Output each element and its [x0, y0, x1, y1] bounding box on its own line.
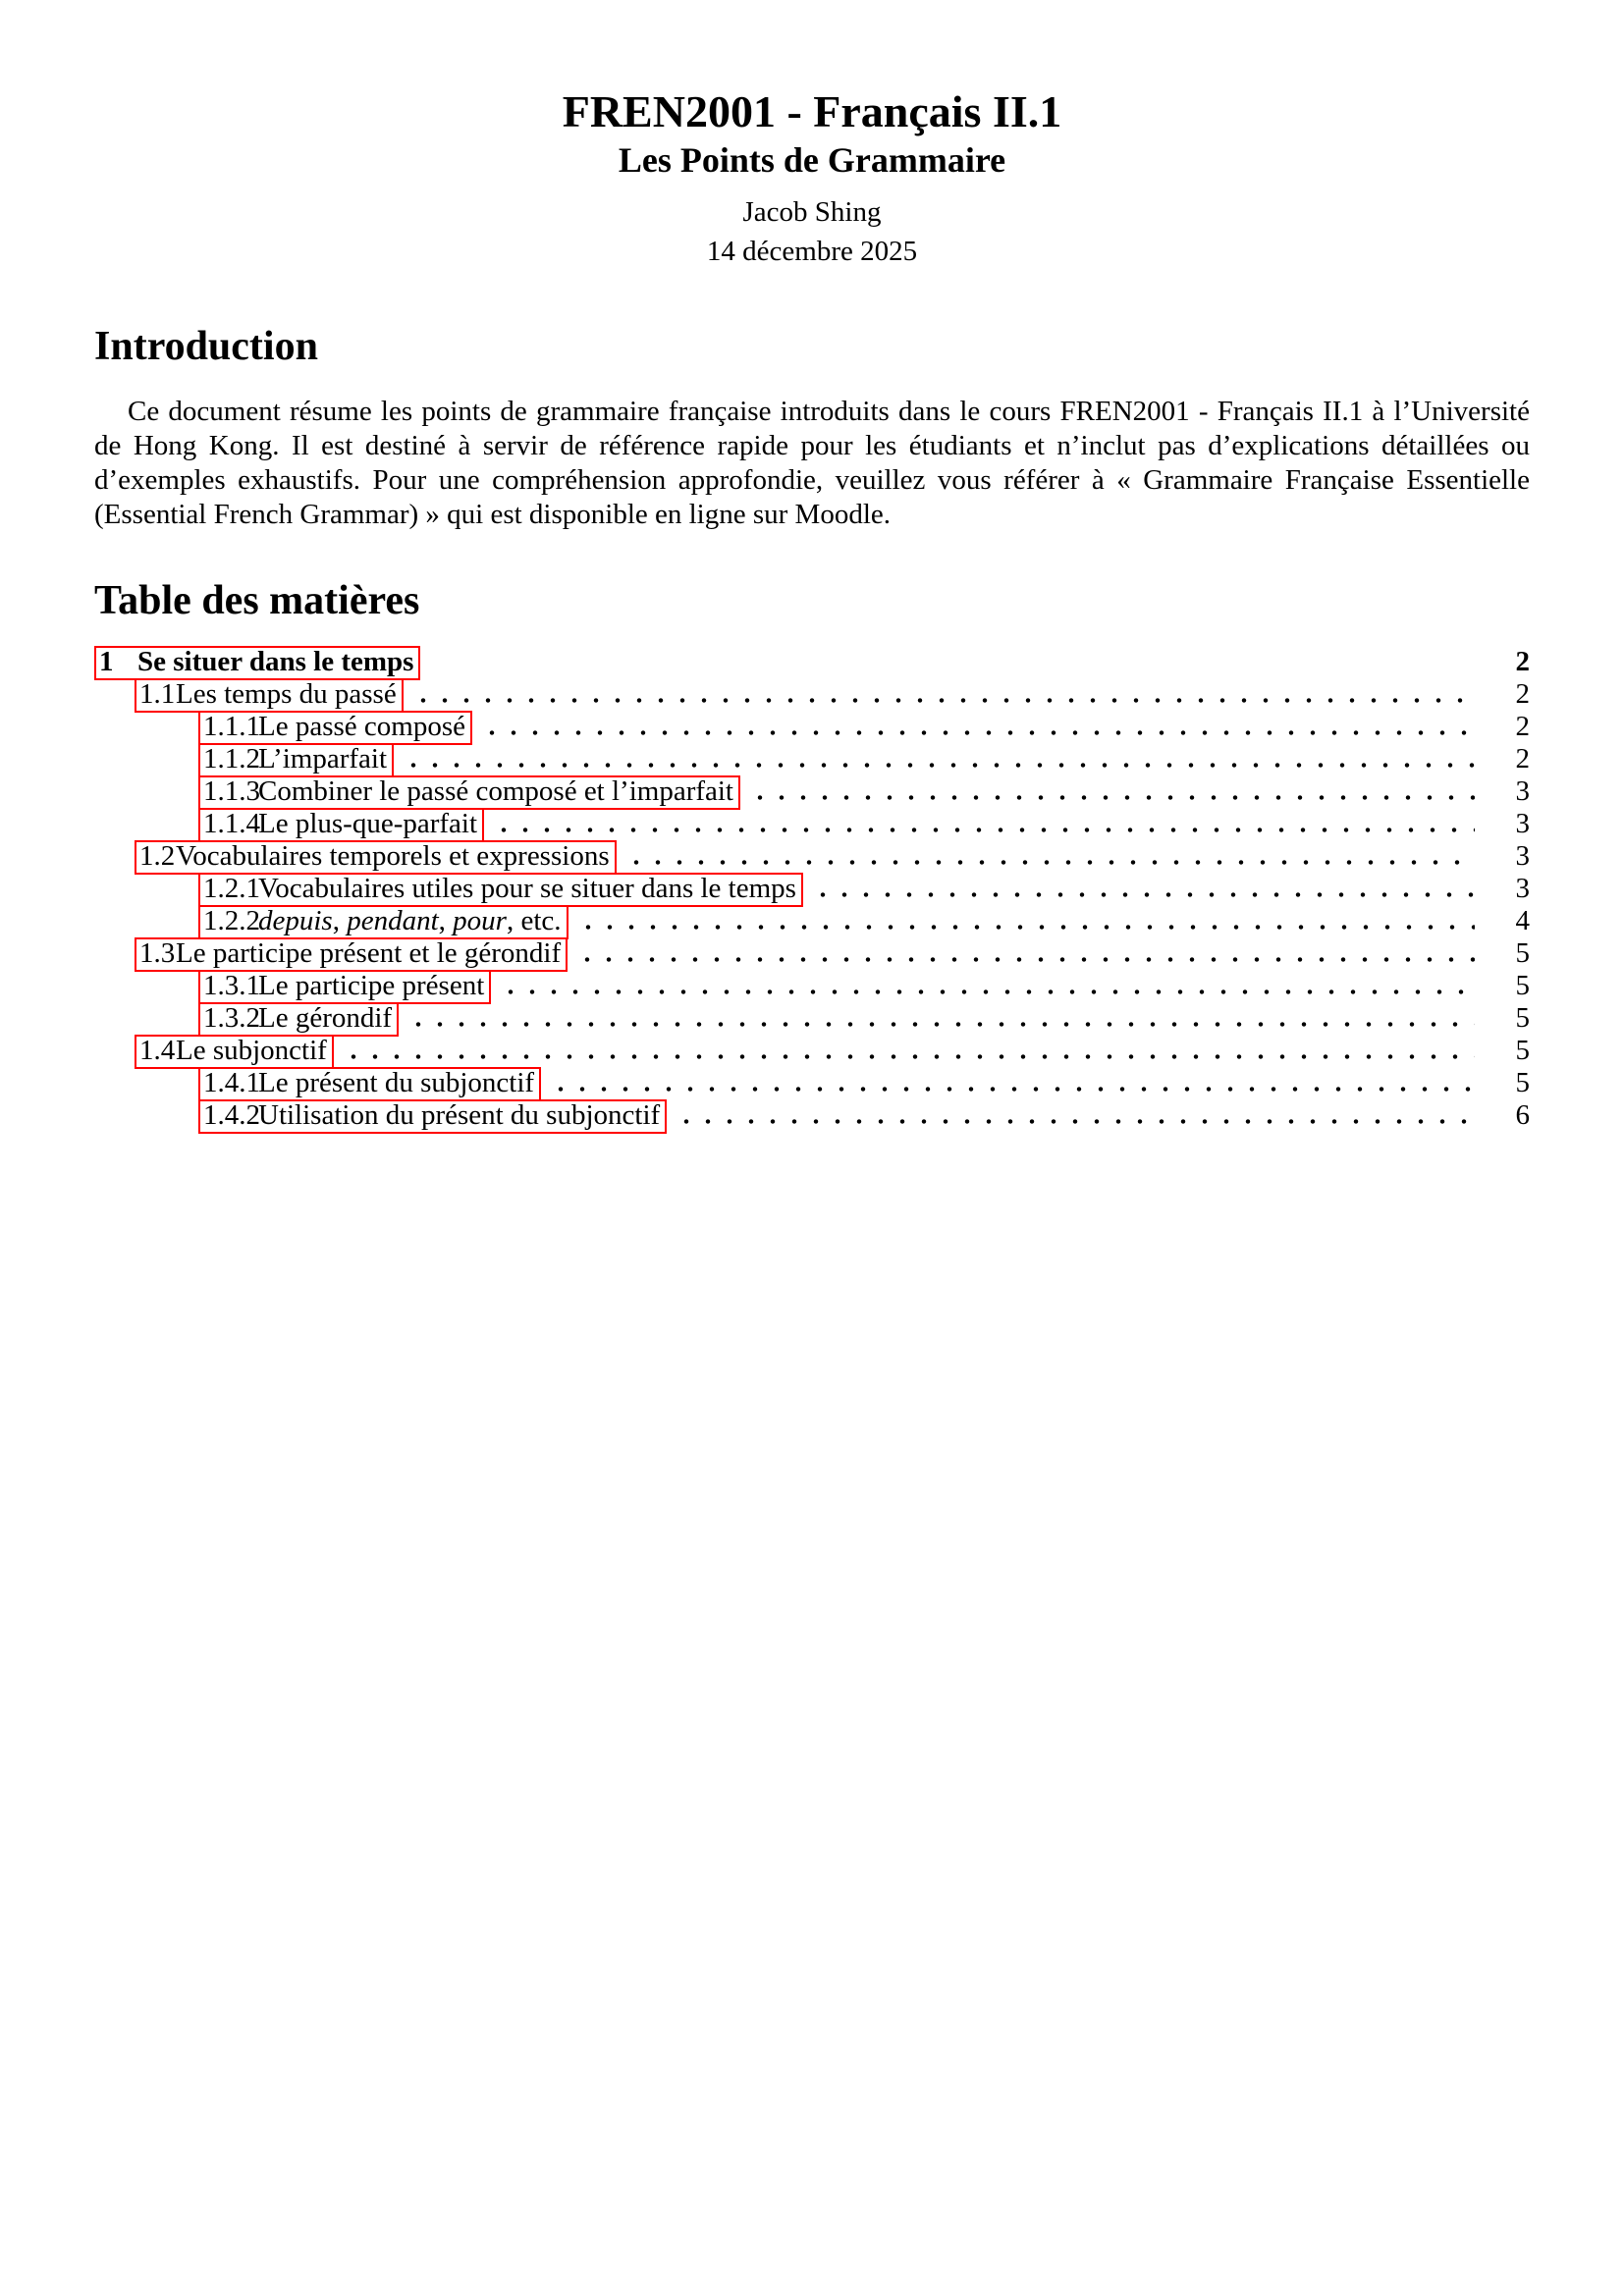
toc-entry	[94, 646, 1530, 678]
document-date: 14 décembre 2025	[706, 235, 918, 267]
toc-dot-leader	[676, 1119, 1475, 1124]
table-of-contents	[94, 646, 1530, 1132]
toc-entry-number: 1.1.4	[203, 808, 260, 840]
toc-entry-link[interactable]	[198, 1067, 541, 1101]
toc-dot-leader	[429, 666, 1475, 670]
toc-entry	[94, 873, 1530, 905]
toc-entry-link[interactable]	[198, 905, 568, 939]
toc-entry	[94, 905, 1530, 937]
toc-entry	[94, 1099, 1530, 1132]
toc-page-number: 6	[1515, 1099, 1530, 1132]
toc-page-number: 3	[1515, 840, 1530, 873]
toc-page-number: 5	[1515, 1035, 1530, 1067]
toc-dot-leader	[625, 860, 1475, 865]
toc-entry-number: 1.2	[139, 840, 176, 873]
toc-entry-number: 1.4.1	[203, 1067, 260, 1099]
toc-entry-number: 1.3	[139, 937, 176, 970]
toc-entry-number: 1.4.2	[203, 1099, 260, 1132]
toc-page-number: 5	[1515, 1067, 1530, 1099]
toc-entry-title: Se situer dans le temps	[137, 646, 414, 678]
toc-entry-title: Les temps du passé	[176, 678, 397, 711]
toc-dot-leader	[407, 1022, 1475, 1027]
toc-dot-leader	[481, 730, 1475, 735]
toc-dot-leader	[576, 957, 1475, 962]
toc-entry-link[interactable]	[198, 1099, 667, 1134]
toc-dot-leader	[343, 1054, 1475, 1059]
toc-entry	[94, 743, 1530, 775]
toc-entry-number: 1.3.1	[203, 970, 260, 1002]
toc-entry-title: L’imparfait	[258, 743, 387, 775]
document-subtitle: Les Points de Grammaire	[618, 139, 1006, 180]
toc-entry-link[interactable]	[198, 711, 472, 745]
toc-page-number: 3	[1515, 873, 1530, 905]
toc-entry-title: Combiner le passé composé et l’imparfait	[258, 775, 733, 808]
author-name: Jacob Shing	[742, 195, 882, 228]
toc-entry	[94, 1035, 1530, 1067]
toc-entry-link[interactable]	[198, 775, 740, 810]
toc-entry-title: Utilisation du présent du subjonctif	[258, 1099, 661, 1132]
toc-entry-title: depuis, pendant, pour, etc.	[258, 905, 562, 937]
toc-dot-leader	[577, 925, 1475, 930]
toc-entry-link[interactable]	[198, 970, 491, 1004]
toc-page-number: 4	[1515, 905, 1530, 937]
toc-entry-title: Le participe présent	[258, 970, 485, 1002]
toc-page-number: 2	[1515, 711, 1530, 743]
toc-entry	[94, 678, 1530, 711]
toc-dot-leader	[550, 1087, 1475, 1092]
toc-entry-link[interactable]	[135, 1035, 334, 1069]
toc-page-number: 3	[1515, 775, 1530, 808]
toc-page-number: 2	[1515, 743, 1530, 775]
toc-heading: Table des matières	[94, 578, 420, 623]
toc-entry	[94, 1002, 1530, 1035]
toc-page-number: 5	[1515, 937, 1530, 970]
toc-entry-title: Le passé composé	[258, 711, 465, 743]
introduction-heading: Introduction	[94, 323, 318, 369]
toc-entry-number: 1.3.2	[203, 1002, 260, 1035]
toc-dot-leader	[493, 828, 1475, 832]
toc-dot-leader	[749, 795, 1475, 800]
toc-entry-number: 1.1.3	[203, 775, 260, 808]
toc-entry-number: 1.1.1	[203, 711, 260, 743]
toc-entry-link[interactable]	[135, 678, 404, 713]
toc-page-number: 3	[1515, 808, 1530, 840]
toc-entry	[94, 840, 1530, 873]
toc-entry-title: Le plus-que-parfait	[258, 808, 478, 840]
course-title: FREN2001 - Français II.1	[562, 86, 1062, 136]
toc-entry	[94, 775, 1530, 808]
toc-entry	[94, 711, 1530, 743]
toc-entry-link[interactable]	[198, 743, 394, 777]
introduction-paragraph: Ce document résume les points de grammaire française introduits dans le cours FREN2001 - Français II.1 à l’Université de Hong Kong. Il est destiné à servir de référence rapide pour les étudiants et n’inclut pas d’explications détaillées ou d’exemples exhaustifs. Pour une compréhension approfondie, veuillez vous référer à « Grammaire Française Essentielle (Essential French Grammar) » qui est disponible en ligne sur Moodle.	[94, 396, 1530, 530]
toc-entry-number: 1	[99, 646, 114, 678]
toc-page-number: 5	[1515, 1002, 1530, 1035]
toc-entry-number: 1.1.2	[203, 743, 260, 775]
toc-page-number: 5	[1515, 970, 1530, 1002]
toc-entry-title: Vocabulaires utiles pour se situer dans le temps	[258, 873, 796, 905]
toc-dot-leader	[500, 989, 1475, 994]
toc-entry-title: Le subjonctif	[176, 1035, 327, 1067]
toc-entry	[94, 970, 1530, 1002]
toc-entry-number: 1.4	[139, 1035, 176, 1067]
toc-entry-number: 1.1	[139, 678, 176, 711]
toc-entry-title: Le participe présent et le gérondif	[176, 937, 562, 970]
toc-page-number: 2	[1515, 646, 1530, 678]
toc-entry-link[interactable]	[135, 840, 617, 875]
toc-entry-number: 1.2.2	[203, 905, 260, 937]
toc-entry-link[interactable]	[135, 937, 568, 972]
toc-entry-number: 1.2.1	[203, 873, 260, 905]
toc-entry-link[interactable]	[198, 1002, 399, 1037]
toc-entry-link[interactable]	[94, 646, 420, 680]
toc-entry-title: Vocabulaires temporels et expressions	[176, 840, 610, 873]
toc-dot-leader	[403, 763, 1475, 768]
toc-entry	[94, 808, 1530, 840]
toc-entry-link[interactable]	[198, 873, 803, 907]
toc-entry	[94, 937, 1530, 970]
toc-dot-leader	[412, 698, 1475, 703]
toc-page-number: 2	[1515, 678, 1530, 711]
title-block	[94, 0, 1530, 268]
toc-entry-link[interactable]	[198, 808, 484, 842]
toc-entry-title: Le présent du subjonctif	[258, 1067, 535, 1099]
page-content	[0, 0, 1624, 1132]
toc-dot-leader	[812, 892, 1475, 897]
toc-entry-title: Le gérondif	[258, 1002, 393, 1035]
toc-entry	[94, 1067, 1530, 1099]
